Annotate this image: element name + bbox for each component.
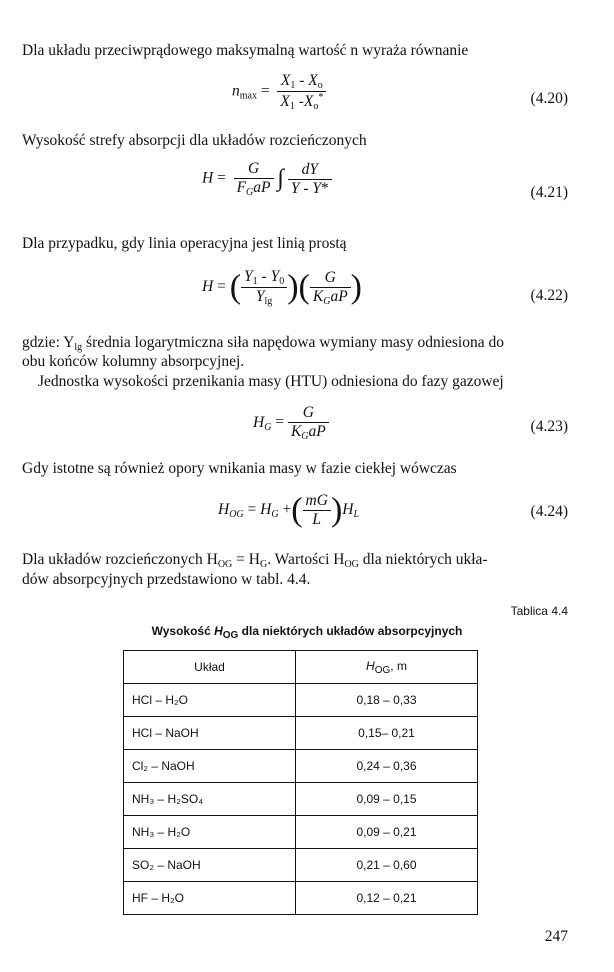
paragraph-where-cont: obu końców kolumny absorpcyjnej.	[22, 353, 245, 370]
table-row	[124, 750, 478, 783]
equation-number: (4.20)	[530, 90, 568, 107]
cell-system: HCl – H₂O	[124, 684, 296, 717]
table-row	[124, 816, 478, 849]
table-header-row	[124, 651, 478, 684]
paragraph-operating-line: Dla przypadku, gdy linia operacyjna jest linią prostą	[22, 235, 347, 252]
paragraph-absorption-height: Wysokość strefy absorpcji dla układów rozcieńczonych	[22, 132, 367, 149]
cell-hog: 0,18 – 0,33	[296, 684, 478, 717]
cell-hog: 0,12 – 0,21	[296, 882, 478, 915]
cell-system: SO₂ – NaOH	[124, 849, 296, 882]
table-row	[124, 717, 478, 750]
cell-hog: 0,21 – 0,60	[296, 849, 478, 882]
header-system: Układ	[124, 651, 296, 684]
header-hog: $H_{OG}$, m	[296, 651, 478, 684]
cell-hog: 0,09 – 0,21	[296, 816, 478, 849]
paragraph-intro: Dla układu przeciwprądowego maksymalną wartość n wyraża równanie	[22, 42, 469, 59]
table-row	[124, 684, 478, 717]
paragraph-dilute-systems-cont: dów absorpcyjnych przedstawiono w tabl. 4.4.	[22, 571, 311, 588]
cell-system: Cl₂ – NaOH	[124, 750, 296, 783]
equation-4-20: $n_{max}$ = $\frac{X_1 - X_o}{X_1 -X_o^*}$	[232, 72, 326, 112]
cell-system: HF – H₂O	[124, 882, 296, 915]
cell-hog: 0,15– 0,21	[296, 717, 478, 750]
equation-number: (4.24)	[530, 503, 568, 520]
cell-system: NH₃ – H₂SO₄	[124, 783, 296, 816]
equation-4-21: H = $\frac{G}{F_GaP}$ ∫ $\frac{dY}{Y - Y*}$	[202, 160, 332, 198]
equation-number: (4.22)	[530, 287, 568, 304]
equation-4-23: $H_G$ = $\frac{G}{K_GaP}$	[253, 404, 329, 442]
cell-system: NH₃ – H₂O	[124, 816, 296, 849]
table-row	[124, 849, 478, 882]
table-label: Tablica 4.4	[510, 604, 568, 618]
table-row	[124, 783, 478, 816]
equation-number: (4.21)	[530, 184, 568, 201]
cell-system: HCl – NaOH	[124, 717, 296, 750]
paragraph-dilute-systems: Dla układów rozcieńczonych $H_{OG} = H_G$. Wartości $H_{OG}$ dla niektórych ukła-	[22, 551, 488, 570]
hog-table	[123, 650, 478, 915]
table-caption: Wysokość $H_{OG}$ dla niektórych układów absorpcyjnych	[151, 624, 463, 641]
table-row	[124, 882, 478, 915]
paragraph-htu: Jednostka wysokości przenikania masy (HTU) odniesiona do fazy gazowej	[38, 373, 504, 390]
equation-4-24: $H_{OG} = H_G$ +( $\frac{mG}{L}$ )$H_L$	[218, 491, 360, 529]
page-number: 247	[544, 928, 568, 945]
equation-number: (4.23)	[530, 418, 568, 435]
cell-hog: 0,09 – 0,15	[296, 783, 478, 816]
paragraph-liquid-phase: Gdy istotne są również opory wnikania masy w fazie ciekłej wówczas	[22, 460, 457, 477]
cell-hog: 0,24 – 0,36	[296, 750, 478, 783]
equation-4-22: H = ( $\frac{Y_1 - Y_0}{Y_{lg}}$ )( $\frac{G}{K_GaP}$ )	[202, 268, 362, 307]
paragraph-where: gdzie: $Y_{lg}$ średnia logarytmiczna siła napędowa wymiany masy odniesiona do	[22, 334, 504, 353]
